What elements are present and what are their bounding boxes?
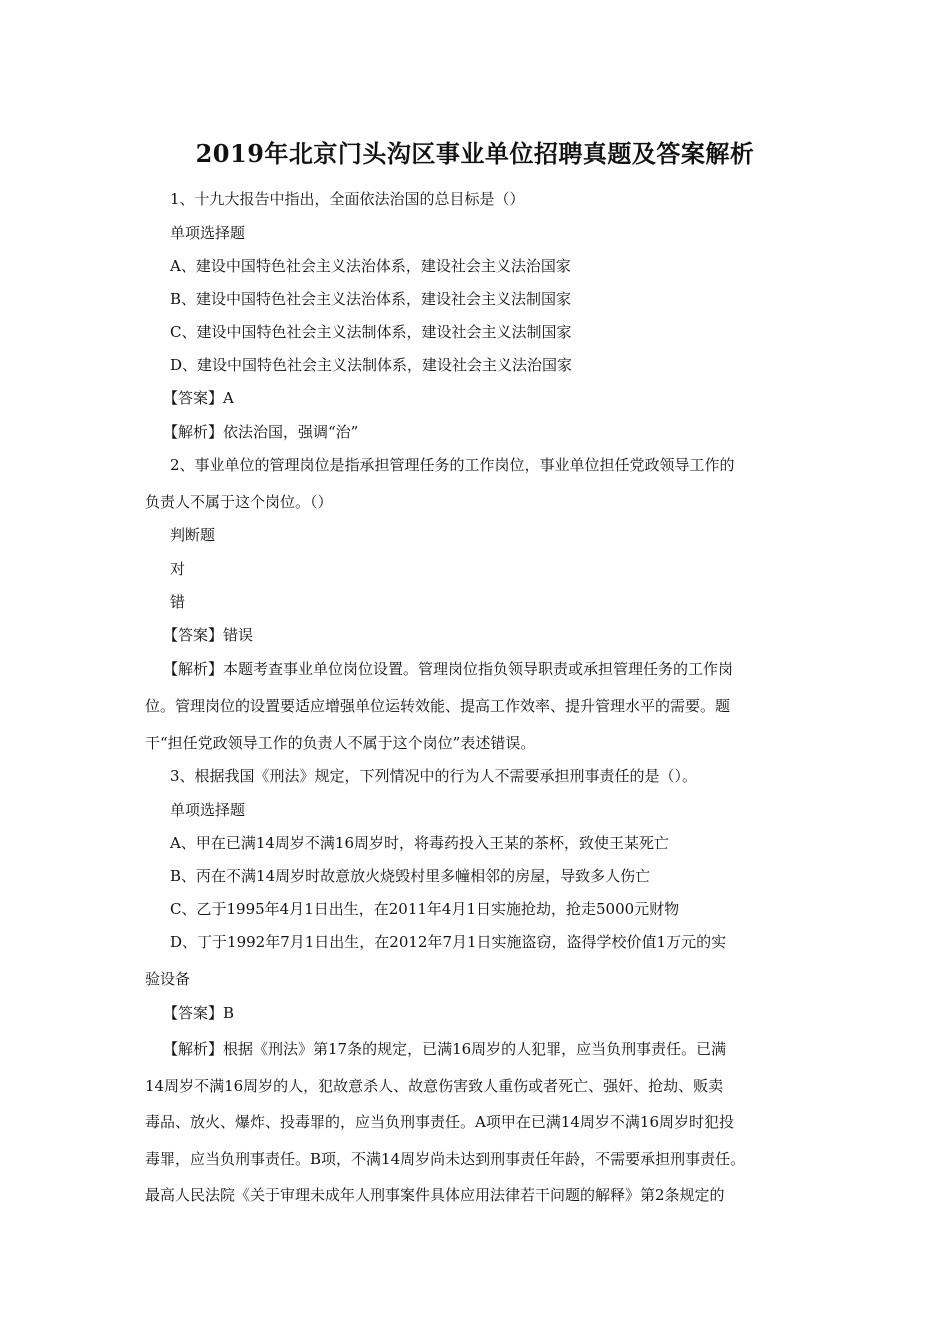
text-line: 负责人不属于这个岗位。（） [145,493,333,511]
text-line: 【解析】本题考查事业单位岗位设置。管理岗位指负领导职责或承担管理任务的工作岗 [163,660,734,678]
text-line: 错 [170,593,186,611]
text-line: 【答案】错误 [163,626,254,644]
text-line: 单项选择题 [170,801,246,819]
text-line: C、乙于1995年4月1日出生，在2011年4月1日实施抢劫，抢走5000元财物 [170,900,680,918]
text-line: A、甲在已满14周岁不满16周岁时，将毒药投入王某的茶杯，致使王某死亡 [170,834,670,852]
text-line: 【解析】依法治国，强调“治” [163,423,359,441]
text-line: 验设备 [145,970,191,988]
text-line: D、建设中国特色社会主义法制体系，建设社会主义法治国家 [170,356,573,374]
document-title: 2019年北京门头沟区事业单位招聘真题及答案解析 [195,139,755,168]
text-line: 对 [170,560,186,578]
text-line: 判断题 [170,526,216,544]
text-line: 1、十九大报告中指出，全面依法治国的总目标是（） [170,190,525,208]
text-line: B、丙在不满14周岁时故意放火烧毁村里多幢相邻的房屋，导致多人伤亡 [170,867,651,885]
text-line: A、建设中国特色社会主义法治体系，建设社会主义法治国家 [170,257,571,275]
text-line: 3、根据我国《刑法》规定，下列情况中的行为人不需要承担刑事责任的是（）。 [170,767,698,785]
text-line: 最高人民法院《关于审理未成年人刑事案件具体应用法律若干问题的解释》第2条规定的 [145,1186,725,1204]
text-line: C、建设中国特色社会主义法制体系，建设社会主义法制国家 [170,323,572,341]
text-line: 毒罪，应当负刑事责任。B项，不满14周岁尚未达到刑事责任年龄，不需要承担刑事责任。 [145,1150,746,1168]
text-line: 14周岁不满16周岁的人，犯故意杀人、故意伤害致人重伤或者死亡、强奸、抢劫、贩卖 [145,1077,724,1095]
text-line: 毒品、放火、爆炸、投毒罪的，应当负刑事责任。A项甲在已满14周岁不满16周岁时犯投 [145,1113,735,1131]
text-line: 位。管理岗位的设置要适应增强单位运转效能、提高工作效率、提升管理水平的需要。题 [145,697,731,715]
text-line: D、丁于1992年7月1日出生，在2012年7月1日实施盗窃，盗得学校价值1万元的实 [170,933,727,951]
text-line: 【解析】根据《刑法》第17条的规定，已满16周岁的人犯罪，应当负刑事责任。已满 [163,1040,727,1058]
text-line: 干“担任党政领导工作的负责人不属于这个岗位”表述错误。 [145,734,536,752]
text-line: 【答案】B [163,1004,235,1022]
text-line: B、建设中国特色社会主义法治体系，建设社会主义法制国家 [170,290,572,308]
text-line: 【答案】A [163,389,234,407]
text-line: 单项选择题 [170,224,246,242]
text-line: 2、事业单位的管理岗位是指承担管理任务的工作岗位，事业单位担任党政领导工作的 [170,456,735,474]
